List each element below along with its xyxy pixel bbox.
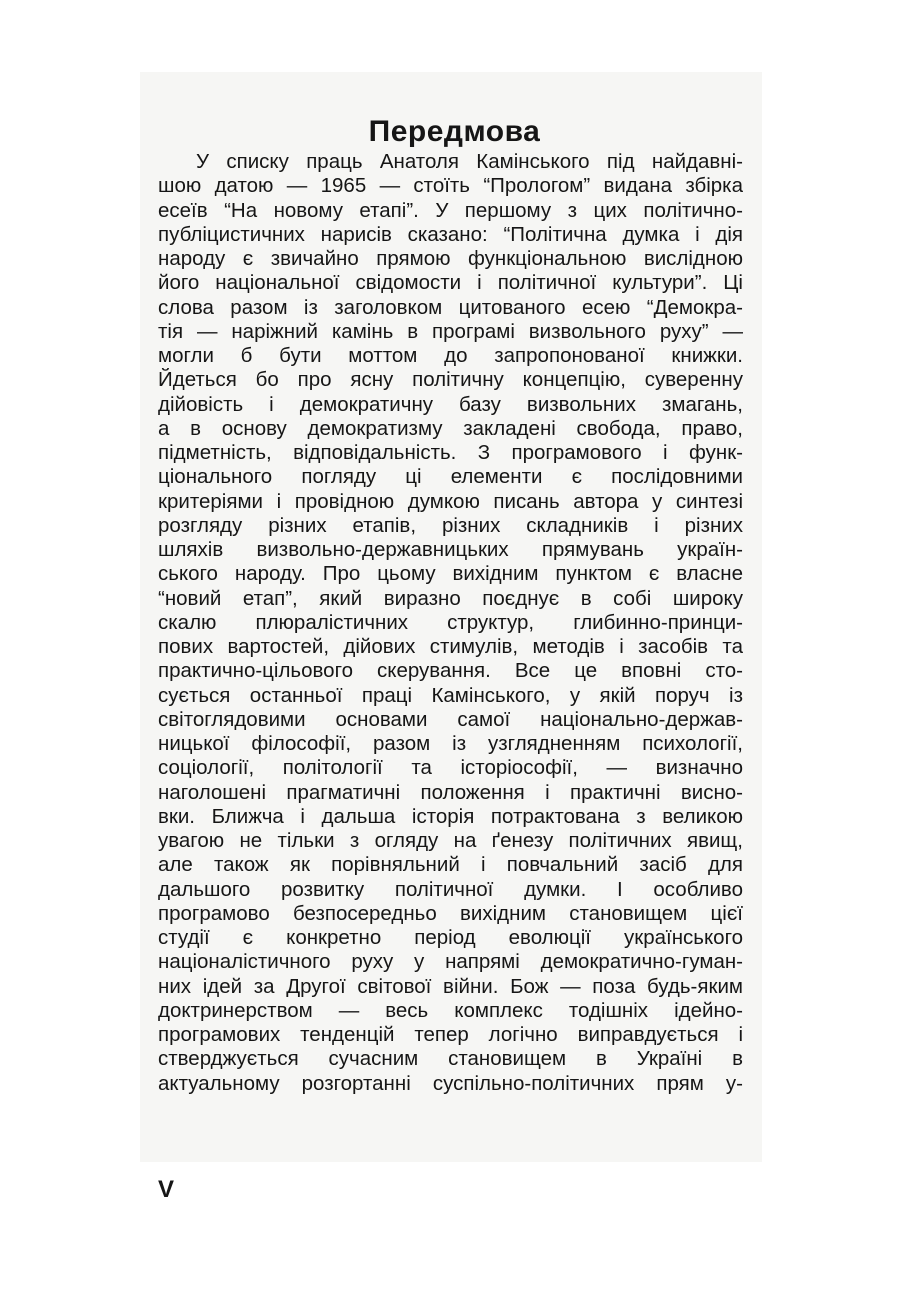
text-line: наголошені прагматичні положення і практичні висно- bbox=[158, 780, 743, 804]
text-line: ціонального погляду ці елементи є послідовними bbox=[158, 465, 743, 489]
text-line: есеїв “На новому етапі”. У першому з цих політично- bbox=[158, 198, 743, 222]
text-line: народу є звичайно прямою функціональною вислідною bbox=[158, 247, 743, 270]
text-line: вки. Ближча і дальша історія потрактована з великою bbox=[158, 804, 743, 828]
text-line: У списку праць Анатоля Камінського під найдавні- bbox=[196, 150, 743, 173]
text-line: програмово безпосередньо вихідним становищем цієї bbox=[158, 901, 743, 925]
text-line: програмових тенденцій тепер логічно виправдується і bbox=[158, 1023, 743, 1046]
preface-text bbox=[158, 150, 743, 1096]
text-line: шою датою — 1965 — стоїть “Прологом” видана збірка bbox=[158, 174, 743, 198]
text-line: розгляду різних етапів, різних складників і різних bbox=[158, 513, 743, 537]
text-line: світоглядовими основами самої національно-держав- bbox=[158, 707, 743, 731]
text-line: стверджується сучасним становищем в Україні в bbox=[158, 1047, 743, 1071]
text-line: соціології, політології та історіософії, — визначно bbox=[158, 756, 743, 780]
text-line: увагою не тільки з огляду на ґенезу політичних явищ, bbox=[158, 829, 743, 852]
text-line: Йдеться бо про ясну політичну концепцію, суверенну bbox=[158, 368, 743, 392]
text-line: підметність, відповідальність. З програмового і функ- bbox=[158, 441, 743, 464]
text-line: публіцистичних нарисів сказано: “Політична думка і дія bbox=[158, 222, 743, 246]
text-line: студії є конкретно період еволюції українського bbox=[158, 926, 743, 949]
text-line: сується останньої праці Камінського, у якій поруч із bbox=[158, 683, 743, 707]
text-line: тія — наріжний камінь в програмі визвольного руху” — bbox=[158, 319, 743, 343]
text-line: актуальному розгортанні суспільно-політичних прям у- bbox=[158, 1071, 743, 1095]
text-line: практично-цільового скерування. Все це вповні сто- bbox=[158, 659, 743, 683]
page-title: Передмова bbox=[368, 115, 541, 148]
text-line: шляхів визвольно-державницьких прямувань україн- bbox=[158, 538, 743, 561]
text-line: а в основу демократизму закладені свобода, право, bbox=[158, 416, 743, 440]
text-line: критеріями і провідною думкою писань автора у синтезі bbox=[158, 489, 743, 513]
text-line: скалю плюралістичних структур, глибинно-принци- bbox=[158, 610, 743, 634]
text-line: ницької філософії, разом із узглядненням психології, bbox=[158, 732, 743, 755]
text-line: ського народу. Про цьому вихідним пунктом є власне bbox=[158, 562, 743, 586]
text-line: дальшого розвитку політичної думки. І особливо bbox=[158, 877, 743, 901]
text-line: пових вартостей, дійових стимулів, методів і засобів та bbox=[158, 635, 743, 658]
text-line: дійовість і демократичну базу визвольних змагань, bbox=[158, 392, 743, 416]
text-line: могли б бути моттом до запропонованої книжки. bbox=[158, 344, 743, 367]
page-number: V bbox=[158, 1176, 175, 1203]
text-line: його національної свідомости і політичної культури”. Ці bbox=[158, 271, 743, 295]
text-line: них ідей за Другої світової війни. Бож — поза будь-яким bbox=[158, 974, 743, 998]
text-line: націоналістичного руху у напрямі демократично-гуман- bbox=[158, 950, 743, 974]
text-line: доктринерством — весь комплекс тодішніх ідейно- bbox=[158, 998, 743, 1022]
text-line: слова разом із заголовком цитованого есею “Демокра- bbox=[158, 295, 743, 319]
text-line: “новий етап”, який виразно поєднує в собі широку bbox=[158, 586, 743, 610]
text-line: але також як порівняльний і повчальний засіб для bbox=[158, 853, 743, 877]
